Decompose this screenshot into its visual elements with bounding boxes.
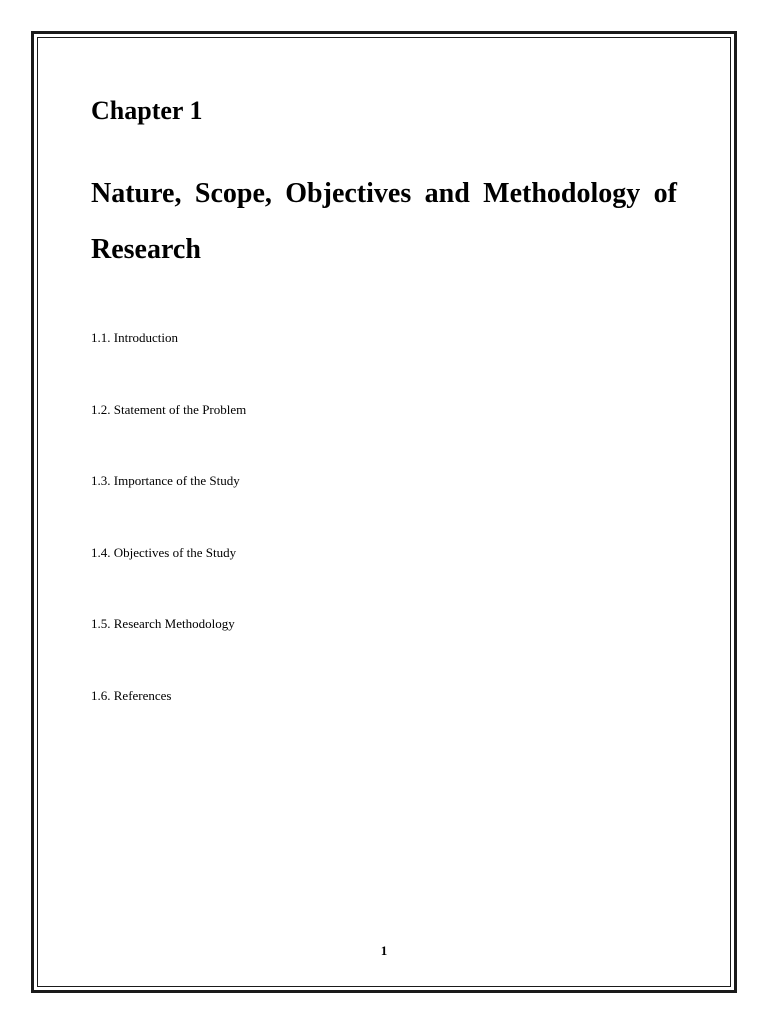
toc-item-introduction: 1.1. Introduction: [91, 330, 179, 345]
toc-item-references: 1.6. References: [91, 687, 172, 703]
chapter-title: Nature, Scope, Objectives and Methodology of Research: [91, 178, 677, 265]
toc-item-objectives-of-study: 1.4. Objectives of the Study: [91, 544, 237, 560]
table-of-contents: [91, 329, 246, 758]
chapter-label: Chapter 1: [91, 96, 203, 125]
page-number: 1: [380, 943, 388, 958]
toc-item-importance-of-study: 1.3. Importance of the Study: [91, 473, 240, 488]
toc-item-statement-of-problem: 1.2. Statement of the Problem: [91, 401, 247, 417]
toc-item-research-methodology: 1.5. Research Methodology: [91, 616, 235, 631]
